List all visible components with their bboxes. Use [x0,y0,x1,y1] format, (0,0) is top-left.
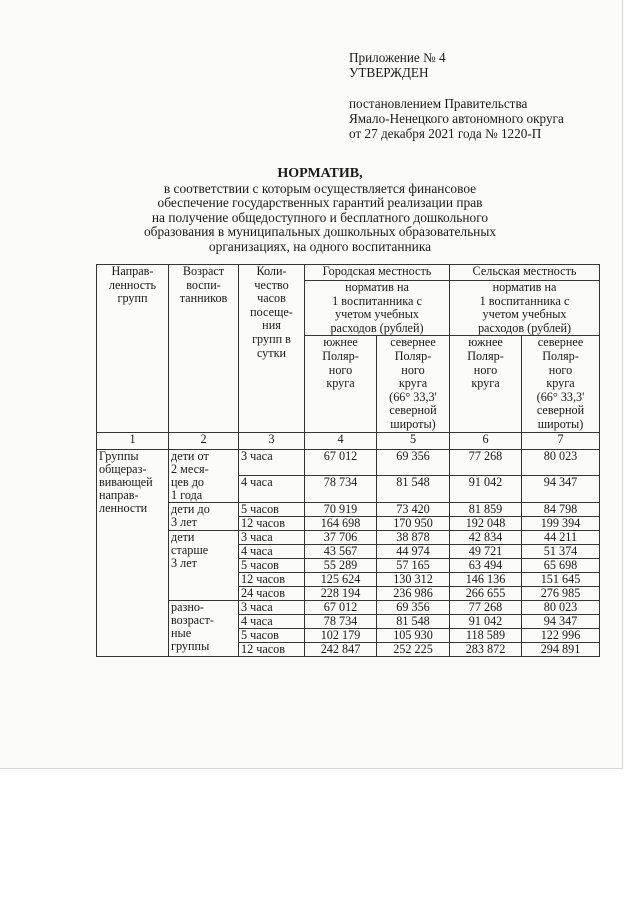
header-rural-south [450,336,522,432]
rural-south-value: 77 268 [450,600,522,614]
title-line-2: обеспечение государственных гарантий реализации прав [157,195,483,211]
urban-north-value: 81 548 [377,614,450,628]
rural-south-value: 81 859 [450,502,522,516]
header-line: Поляр- [322,348,359,363]
title-line-3: на получение общедоступного и бесплатного дошкольного [151,209,489,225]
hours-cell: 3 часа [239,449,305,476]
rural-north-value: 276 985 [522,586,600,600]
header-line: воспи- [186,277,221,292]
header-line: круга [398,376,428,391]
rural-north-value: 94 347 [522,476,600,503]
header-norm-rural [450,281,600,336]
urban-south-value: 55 289 [305,558,377,572]
header-line: группы [171,638,210,653]
age-cell [169,600,239,656]
header-line: севернее [537,335,584,350]
rural-north-value: 122 996 [522,628,600,642]
header-line: круга [546,376,575,391]
rural-north-value: 84 798 [522,502,600,516]
header-rural-north [522,336,600,432]
header-line: часов [257,291,286,306]
header-line: севернее [390,335,436,350]
header-line: разно- [171,599,204,614]
urban-south-value: 228 194 [305,586,377,600]
rural-north-value: 199 394 [522,516,600,530]
rural-north-value: 294 891 [522,642,600,656]
header-urban: Городская местность [305,265,450,281]
urban-north-value: 38 878 [377,530,450,544]
header-line: северной [536,403,585,418]
header-line: ного [548,362,573,377]
header-line: направ- [99,487,139,502]
column-number: 3 [239,432,305,449]
urban-north-value: 57 165 [377,558,450,572]
header-line: Коли- [256,264,287,278]
title-line-4: образования в муниципальных дошкольных образовательных [143,224,497,240]
urban-south-value: 78 734 [305,476,377,503]
header-line: групп в [252,331,291,346]
header-row [97,265,600,281]
header-line: круга [326,376,355,391]
title-heading: НОРМАТИВ, [277,166,363,181]
header-line: ния [262,318,281,333]
urban-north-value: 73 420 [377,502,450,516]
header-line: расходов (рублей) [330,320,424,335]
urban-north-value: 236 986 [377,586,450,600]
header-urban-north [377,336,450,432]
rural-south-value: 91 042 [450,614,522,628]
header-line: южнее [323,335,358,350]
header-line: старше [171,542,209,557]
title-line-5: организациях, на одного воспитанника [208,238,432,254]
header-line: широты) [390,416,436,431]
urban-south-value: 43 567 [305,544,377,558]
header-age [169,265,239,433]
hours-cell: 12 часов [239,642,305,656]
header-direction [97,265,169,433]
header-line: ленность [108,277,157,292]
appendix-number: Приложение № 4 [349,50,446,65]
urban-south-value: 164 698 [305,516,377,530]
urban-north-value: 105 930 [377,628,450,642]
header-line: южнее [468,335,503,350]
hours-cell: 12 часов [239,572,305,586]
column-number: 6 [450,432,522,449]
rural-south-value: 63 494 [450,558,522,572]
table-row [97,502,600,516]
header-line: вивающей [99,474,153,489]
urban-north-value: 252 225 [377,642,450,656]
urban-north-value: 69 356 [377,449,450,476]
hours-cell: 4 часа [239,544,305,558]
header-line: круга [471,376,500,391]
header-line: ного [328,362,353,377]
rural-north-value: 80 023 [522,600,600,614]
header-rural: Сельская местность [450,265,600,281]
header-line: широты) [537,416,584,431]
hours-cell: 3 часа [239,530,305,544]
header-line: 1 воспитанника с [332,293,422,308]
rural-south-value: 49 721 [450,544,522,558]
urban-north-value: 44 974 [377,544,450,558]
hours-cell: 3 часа [239,600,305,614]
header-line: цев до [171,474,205,489]
header-line: норматив на [345,280,409,294]
header-line: Направ- [111,264,154,278]
header-line: 1 воспитанника с [479,293,570,308]
column-number: 1 [97,432,169,449]
title-line-1: в соответствии с которым осуществляется финансовое [163,180,477,196]
age-cell [169,502,239,530]
approval-line-3: от 27 декабря 2021 года № 1220-П [349,126,542,141]
urban-south-value: 242 847 [305,642,377,656]
age-cell [169,530,239,600]
urban-south-value: 78 734 [305,614,377,628]
hours-cell: 24 часов [239,586,305,600]
urban-south-value: 67 012 [305,449,377,476]
header-line: Поляр- [467,348,504,363]
header-line: посеще- [250,304,293,319]
urban-north-value: 81 548 [377,476,450,503]
hours-cell: 5 часов [239,628,305,642]
urban-north-value: 170 950 [377,516,450,530]
hours-cell: 12 часов [239,516,305,530]
rural-south-value: 42 834 [450,530,522,544]
header-line: Поляр- [394,348,432,363]
urban-south-value: 67 012 [305,600,377,614]
header-line: групп [117,291,148,306]
table-row [97,449,600,476]
header-line: сутки [256,345,287,360]
urban-south-value: 70 919 [305,502,377,516]
rural-south-value: 77 268 [450,449,522,476]
header-line: Возраст [182,264,225,278]
header-line: Группы [99,448,139,463]
table-row [97,530,600,544]
header-line: 2 меся- [171,461,209,476]
norm-table-body [97,265,600,657]
header-line: дети от [171,448,209,463]
hours-cell: 4 часа [239,476,305,503]
header-line: ного [473,362,498,377]
norm-table [96,264,600,657]
rural-south-value: 283 872 [450,642,522,656]
rural-south-value: 192 048 [450,516,522,530]
approval-line-1: постановлением Правительства [349,96,528,111]
header-line: дети до [171,501,210,516]
rural-south-value: 146 136 [450,572,522,586]
header-line: 3 лет [171,555,197,570]
header-line: общераз- [99,461,147,476]
column-number: 4 [305,432,377,449]
header-line: танников [179,291,228,306]
header-line: (66° 33,3' [389,389,437,404]
header-line: ные [171,625,192,640]
header-line: Поляр- [542,348,579,363]
hours-cell: 4 часа [239,614,305,628]
urban-south-value: 37 706 [305,530,377,544]
rural-south-value: 91 042 [450,476,522,503]
header-line: дети [171,529,195,544]
approved-label: УТВЕРЖДЕН [349,65,429,80]
header-line: ленности [99,500,148,515]
hours-cell: 5 часов [239,558,305,572]
column-number: 2 [169,432,239,449]
header-line: 3 лет [171,514,197,529]
rural-north-value: 94 347 [522,614,600,628]
column-number: 5 [377,432,450,449]
direction-cell [97,449,169,656]
age-cell [169,449,239,502]
header-norm-urban [305,281,450,336]
header-line: расходов (рублей) [477,320,572,335]
header-line: возраст- [171,612,214,627]
header-line: ного [401,362,425,377]
header-line: норматив на [492,280,557,294]
header-line: (66° 33,3' [536,389,585,404]
header-line: учетом учебных [334,307,420,322]
urban-south-value: 102 179 [305,628,377,642]
document-title [100,167,540,255]
urban-north-value: 69 356 [377,600,450,614]
header-line: северной [389,403,437,418]
rural-south-value: 266 655 [450,586,522,600]
rural-north-value: 151 645 [522,572,600,586]
approval-line-2: Ямало-Ненецкого автономного округа [349,111,564,126]
rural-south-value: 118 589 [450,628,522,642]
column-number-row [97,432,600,449]
header-line: 1 года [171,487,203,502]
header-line: чество [254,277,289,292]
approval-block [349,50,564,141]
hours-cell: 5 часов [239,502,305,516]
rural-north-value: 80 023 [522,449,600,476]
column-number: 7 [522,432,600,449]
urban-north-value: 130 312 [377,572,450,586]
rural-north-value: 44 211 [522,530,600,544]
rural-north-value: 51 374 [522,544,600,558]
header-hours [239,265,305,433]
table-row [97,600,600,614]
header-line: учетом учебных [482,307,567,322]
urban-south-value: 125 624 [305,572,377,586]
header-urban-south [305,336,377,432]
rural-north-value: 65 698 [522,558,600,572]
